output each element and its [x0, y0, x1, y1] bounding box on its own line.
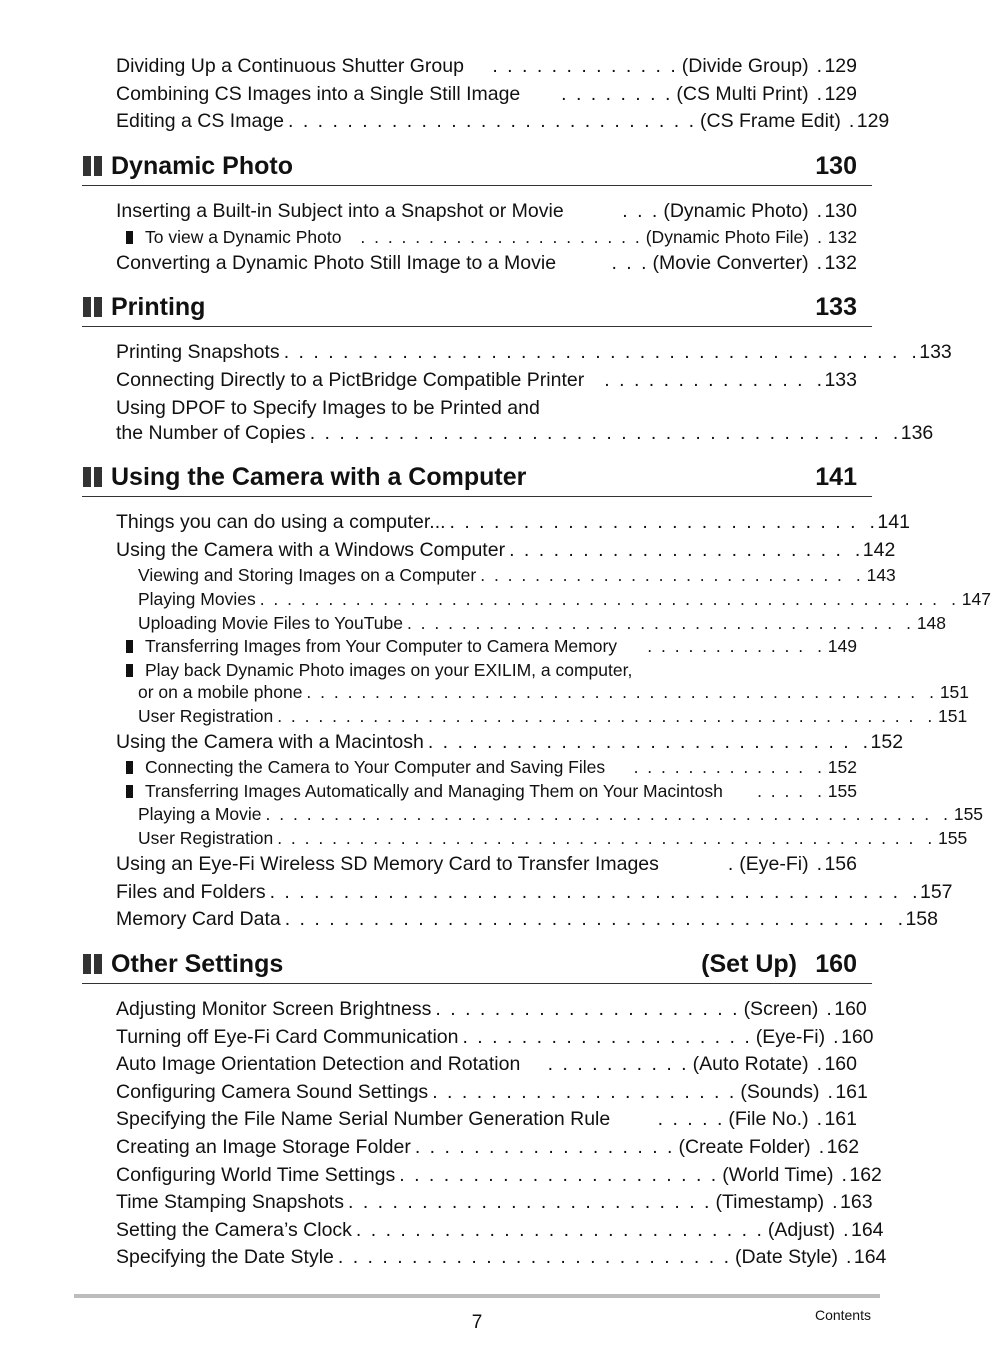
dot-leader: . . . . . . . . . . . . . . . . . . . . . . . . . . . . . . . . . . . . . . . . . .: [283, 341, 900, 363]
entry-title: Connecting the Camera to Your Computer and Saving Files: [145, 757, 606, 777]
toc-subentry[interactable]: [126, 612, 947, 635]
toc-entry[interactable]: [116, 996, 867, 1022]
dot-leader: . . . . . . . . . . . . . . . . . . . . . . .: [509, 539, 843, 561]
dot-leader: . . . . . . . .: [561, 83, 673, 105]
dot-leader: . . . . . . . . . . . . . . . . . . . . . . . . . . .: [480, 565, 844, 585]
page-separator: .: [817, 227, 822, 247]
entry-label: (Movie Converter): [652, 252, 809, 274]
page-separator: .: [818, 1136, 825, 1158]
toc-subentry[interactable]: [126, 659, 857, 682]
page-separator: .: [827, 1081, 833, 1103]
dot-leader: . . . . . . . . . . . . .: [633, 757, 806, 777]
toc-subentry[interactable]: [126, 226, 857, 249]
section-heading: [82, 288, 872, 327]
dot-leader: . . . . . . . . . . . . . . . . . . . . . . . . . . . . . . . . . . . .: [406, 613, 895, 633]
toc-entry[interactable]: [116, 1162, 882, 1188]
entry-title: Play back Dynamic Photo images on your EXILIM, a computer,: [145, 660, 633, 680]
entry-title: Inserting a Built-in Subject into a Snapshot or Movie: [116, 200, 564, 222]
section-marker-icon: [83, 467, 102, 487]
toc-entry[interactable]: [116, 729, 904, 755]
page-separator: .: [927, 706, 933, 726]
section-page-number: 133: [815, 292, 857, 321]
toc-entry[interactable]: [116, 1106, 857, 1132]
section-page-number: 130: [815, 151, 857, 180]
entry-page-number: 162: [826, 1136, 860, 1158]
section-page-number: 160: [815, 949, 857, 978]
entry-title: To view a Dynamic Photo: [145, 227, 342, 247]
entry-page-number: 152: [827, 757, 857, 777]
page-separator: .: [816, 252, 822, 274]
page-separator: .: [832, 1191, 838, 1213]
bullet-icon: [126, 785, 133, 798]
page-separator: .: [897, 908, 903, 930]
page-separator: .: [843, 1219, 849, 1241]
entry-title: Transferring Images Automatically and Managing Them on Your Macintosh: [145, 781, 723, 801]
entry-label: (Dynamic Photo File): [645, 227, 810, 247]
toc-subentry[interactable]: [126, 681, 970, 704]
dot-leader: . . . . . . . . . . . . . . . . . . . . . . . . . . . .: [449, 511, 858, 533]
entry-page-number: 163: [840, 1191, 873, 1213]
toc-entry[interactable]: [116, 395, 857, 421]
section-heading: [82, 147, 872, 186]
dot-leader: . . . . . . . . . . . . . . . . . .: [414, 1136, 675, 1158]
footer-rule: [74, 1294, 880, 1298]
dot-leader: . . . . . . . . . . . .: [647, 636, 806, 656]
entry-title: Specifying the File Name Serial Number Generation Rule: [116, 1108, 611, 1130]
entry-label: (CS Multi Print): [676, 83, 809, 105]
page-separator: .: [816, 55, 822, 77]
toc-subentry[interactable]: [126, 588, 991, 611]
entry-page-number: 164: [853, 1246, 887, 1268]
page-separator: .: [911, 341, 917, 363]
entry-label: (Auto Rotate): [692, 1053, 809, 1075]
entry-label: (CS Frame Edit): [700, 110, 841, 132]
entry-page-number: 160: [834, 998, 867, 1020]
dot-leader: . . . . .: [657, 1108, 725, 1130]
entry-page-number: 151: [938, 706, 968, 726]
toc-entry[interactable]: [116, 420, 934, 446]
entry-page-number: 149: [827, 636, 857, 656]
entry-title: Using an Eye-Fi Wireless SD Memory Card to Transfer Images: [116, 853, 659, 875]
entry-page-number: 161: [835, 1081, 868, 1103]
entry-page-number: 156: [824, 853, 857, 875]
entry-title: Creating an Image Storage Folder: [116, 1136, 411, 1158]
page-separator: .: [943, 804, 949, 824]
entry-title: Time Stamping Snapshots: [116, 1191, 344, 1213]
page-separator: .: [892, 422, 899, 444]
toc-entry[interactable]: [116, 250, 857, 276]
toc-entry[interactable]: [116, 1079, 868, 1105]
toc-entry[interactable]: [116, 1051, 857, 1077]
dot-leader: . . . . . . . . . . . . . . . . . . . .: [462, 1026, 752, 1048]
dot-leader: . . . . . . . . . . . . . . . . . . . . . . . . . . . .: [355, 1219, 764, 1241]
toc-subentry[interactable]: [126, 564, 896, 587]
section-title: Using the Camera with a Computer: [111, 462, 527, 491]
dot-leader: . . . . . . . . . . . . . . . . . . . . .: [360, 227, 642, 247]
entry-title: Specifying the Date Style: [116, 1246, 334, 1268]
bullet-icon: [126, 231, 133, 244]
dot-leader: . . . . . . . . . . . . . . . . . . . . . . . . . . . . . . . . . . . . . . . . . . . . . . . . .: [265, 804, 932, 824]
entry-page-number: 155: [827, 781, 857, 801]
toc-entry[interactable]: [116, 367, 857, 393]
toc-entry[interactable]: [116, 851, 857, 877]
entry-title: Playing a Movie: [138, 804, 262, 824]
entry-page-number: 155: [938, 828, 968, 848]
page-separator: .: [841, 1164, 847, 1186]
page-separator: .: [816, 1108, 822, 1130]
toc-entry[interactable]: [116, 509, 910, 535]
entry-label: (File No.): [728, 1108, 809, 1130]
page-separator: .: [816, 369, 822, 391]
dot-leader: . . . . . . . . . . . . . .: [604, 369, 805, 391]
page-separator: .: [833, 1026, 839, 1048]
page-separator: .: [855, 565, 861, 585]
dot-leader: . . . . . . . . . .: [547, 1053, 689, 1075]
entry-page-number: 133: [919, 341, 952, 363]
entry-title: Adjusting Monitor Screen Brightness: [116, 998, 432, 1020]
dot-leader: . . . . . . . . . . . . . . . . . . . . . .: [399, 1164, 719, 1186]
dot-leader: . . .: [611, 252, 649, 274]
entry-page-number: 160: [824, 1053, 857, 1075]
entry-title: User Registration: [138, 828, 274, 848]
entry-title: User Registration: [138, 706, 274, 726]
dot-leader: . . . . . . . . . . . . . . . . . . . . . . . . .: [347, 1191, 712, 1213]
toc-entry[interactable]: [116, 1189, 873, 1215]
toc-entry[interactable]: [116, 879, 953, 905]
entry-title: Configuring World Time Settings: [116, 1164, 396, 1186]
page-separator: .: [816, 853, 822, 875]
section-label: (Set Up): [701, 949, 797, 978]
page-separator: .: [869, 511, 875, 533]
entry-title: Files and Folders: [116, 881, 266, 903]
entry-title: Uploading Movie Files to YouTube: [138, 613, 403, 633]
entry-label: (World Time): [722, 1164, 834, 1186]
entry-title: Combining CS Images into a Single Still Image: [116, 83, 521, 105]
dot-leader: . . . . . . . . . . . . . . . . . . . . . . . . . . . . . . . . . . . . . . . . . . . . .: [306, 682, 918, 702]
toc-entry[interactable]: [116, 198, 857, 224]
entry-title: Setting the Camera’s Clock: [116, 1219, 352, 1241]
page-separator: .: [817, 757, 822, 777]
page-separator: .: [927, 828, 933, 848]
section-heading: [82, 945, 872, 984]
entry-page-number: 151: [939, 682, 970, 702]
entry-page-number: 129: [824, 55, 857, 77]
page-separator: .: [816, 83, 822, 105]
toc-subentry[interactable]: [126, 827, 968, 850]
footer-contents-label: Contents: [814, 1307, 871, 1323]
entry-title: Turning off Eye-Fi Card Communication: [116, 1026, 459, 1048]
dot-leader: . . .: [622, 200, 660, 222]
entry-title: Transferring Images from Your Computer to Camera Memory: [145, 636, 618, 656]
dot-leader: . . . . . . . . . . . . . . . . . . . . .: [432, 1081, 737, 1103]
entry-label: (Dynamic Photo): [663, 200, 809, 222]
entry-page-number: 143: [866, 565, 896, 585]
dot-leader: .: [727, 853, 736, 875]
entry-title: Playing Movies: [138, 589, 256, 609]
page-separator: .: [906, 613, 912, 633]
toc-entry[interactable]: [116, 1134, 860, 1160]
entry-page-number: 162: [849, 1164, 882, 1186]
toc-subentry[interactable]: [126, 756, 857, 779]
page-separator: .: [817, 636, 822, 656]
dot-leader: . . . .: [757, 781, 806, 801]
entry-label: (Screen): [743, 998, 819, 1020]
entry-label: (Sounds): [740, 1081, 820, 1103]
entry-title: Converting a Dynamic Photo Still Image to a Movie: [116, 252, 557, 274]
entry-label: (Eye-Fi): [755, 1026, 826, 1048]
page-separator: .: [848, 110, 855, 132]
page-separator: .: [929, 682, 935, 702]
page-separator: .: [817, 781, 822, 801]
dot-leader: . . . . . . . . . . . . . . . . . . . . . . . . . . . .: [288, 110, 696, 132]
bullet-icon: [126, 761, 133, 774]
page-separator: .: [862, 731, 869, 753]
entry-title: the Number of Copies: [116, 422, 306, 444]
entry-page-number: 132: [824, 252, 857, 274]
page-number: 7: [471, 1312, 483, 1333]
dot-leader: . . . . . . . . . . . . . . . . . . . . . . . . . . . . . . . . . . . . . . . . . . . . . . .: [277, 828, 916, 848]
dot-leader: . . . . . . . . . . . . . . . . . . . . . . . . . . . . . . . . . . . . . . . . .: [284, 908, 886, 930]
entry-page-number: 142: [862, 539, 896, 561]
entry-title: Viewing and Storing Images on a Computer: [138, 565, 477, 585]
section-heading: [82, 458, 872, 497]
entry-title: Using the Camera with a Macintosh: [116, 731, 424, 753]
entry-page-number: 155: [953, 804, 984, 824]
bullet-icon: [126, 640, 133, 653]
entry-title: Memory Card Data: [116, 908, 281, 930]
entry-title: Using DPOF to Specify Images to be Printed and: [116, 397, 540, 419]
page-separator: .: [826, 998, 832, 1020]
entry-page-number: 152: [870, 731, 904, 753]
toc-subentry[interactable]: [126, 635, 857, 658]
entry-label: (Eye-Fi): [739, 853, 809, 875]
page-separator: .: [854, 539, 861, 561]
dot-leader: . . . . . . . . . . . . . . . . . . . . . . . . . . . . . . . . . . . . . . . . . . .: [269, 881, 901, 903]
toc-entry[interactable]: [116, 81, 857, 107]
section-title: Printing: [111, 292, 206, 321]
entry-page-number: 133: [824, 369, 857, 391]
entry-page-number: 129: [824, 83, 857, 105]
entry-page-number: 130: [824, 200, 857, 222]
section-page-number: 141: [815, 462, 857, 491]
toc-entry[interactable]: [116, 1244, 887, 1270]
entry-title: Auto Image Orientation Detection and Rotation: [116, 1053, 521, 1075]
toc-entry[interactable]: [116, 906, 938, 932]
toc-subentry[interactable]: [126, 705, 968, 728]
entry-label: (Timestamp): [715, 1191, 825, 1213]
dot-leader: . . . . . . . . . . . . . . . . . . . . . . . . . . . . .: [427, 731, 851, 753]
toc-entry[interactable]: [116, 1024, 874, 1050]
entry-title: Things you can do using a computer...: [116, 511, 446, 533]
dot-leader: . . . . . . . . . . . . . . . . . . . . . . . . . . . . . . . . . . . . . . . . . . . . . . .: [277, 706, 916, 726]
entry-title: Connecting Directly to a PictBridge Compatible Printer: [116, 369, 585, 391]
entry-page-number: 160: [840, 1026, 874, 1048]
dot-leader: . . . . . . . . . . . . . . . . . . . . .: [435, 998, 740, 1020]
entry-title: Using the Camera with a Windows Computer: [116, 539, 506, 561]
entry-label: (Create Folder): [678, 1136, 811, 1158]
entry-page-number: 132: [827, 227, 857, 247]
entry-label: (Divide Group): [681, 55, 809, 77]
entry-label: (Adjust): [767, 1219, 836, 1241]
entry-page-number: 136: [900, 422, 934, 444]
entry-title: Editing a CS Image: [116, 110, 285, 132]
dot-leader: . . . . . . . . . . . . . . . . . . . . . . . . . . . . . . . . . . . . . . . . . . . . . . . . . .: [259, 589, 940, 609]
toc-entry[interactable]: [116, 53, 857, 79]
section-title: Dynamic Photo: [111, 151, 293, 180]
toc-entry[interactable]: [116, 1217, 884, 1243]
section-marker-icon: [83, 297, 102, 317]
entry-page-number: 129: [856, 110, 890, 132]
dot-leader: . . . . . . . . . . . . .: [492, 55, 678, 77]
entry-page-number: 157: [919, 881, 953, 903]
bullet-icon: [126, 664, 133, 677]
toc-entry[interactable]: [116, 339, 952, 365]
page-separator: .: [912, 881, 918, 903]
dot-leader: . . . . . . . . . . . . . . . . . . . . . . . . . . . . . . . . . . . . . . .: [309, 422, 881, 444]
entry-page-number: 141: [877, 511, 910, 533]
entry-title: Dividing Up a Continuous Shutter Group: [116, 55, 464, 77]
entry-label: (Date Style): [735, 1246, 838, 1268]
entry-page-number: 147: [961, 589, 991, 609]
page-separator: .: [816, 1053, 822, 1075]
entry-title: or on a mobile phone: [138, 682, 303, 702]
section-marker-icon: [83, 156, 102, 176]
toc-entry[interactable]: [116, 108, 890, 134]
toc-subentry[interactable]: [126, 780, 857, 803]
dot-leader: . . . . . . . . . . . . . . . . . . . . . . . . . . .: [337, 1246, 732, 1268]
toc-entry[interactable]: [116, 537, 896, 563]
section-marker-icon: [83, 954, 102, 974]
page-separator: .: [951, 589, 956, 609]
entry-page-number: 158: [905, 908, 938, 930]
page-separator: .: [845, 1246, 852, 1268]
toc-subentry[interactable]: [126, 803, 984, 826]
section-title: Other Settings: [111, 949, 284, 978]
entry-page-number: 164: [850, 1219, 884, 1241]
entry-title: Printing Snapshots: [116, 341, 280, 363]
entry-page-number: 161: [824, 1108, 857, 1130]
entry-title: Configuring Camera Sound Settings: [116, 1081, 429, 1103]
page-separator: .: [816, 200, 822, 222]
entry-page-number: 148: [916, 613, 947, 633]
